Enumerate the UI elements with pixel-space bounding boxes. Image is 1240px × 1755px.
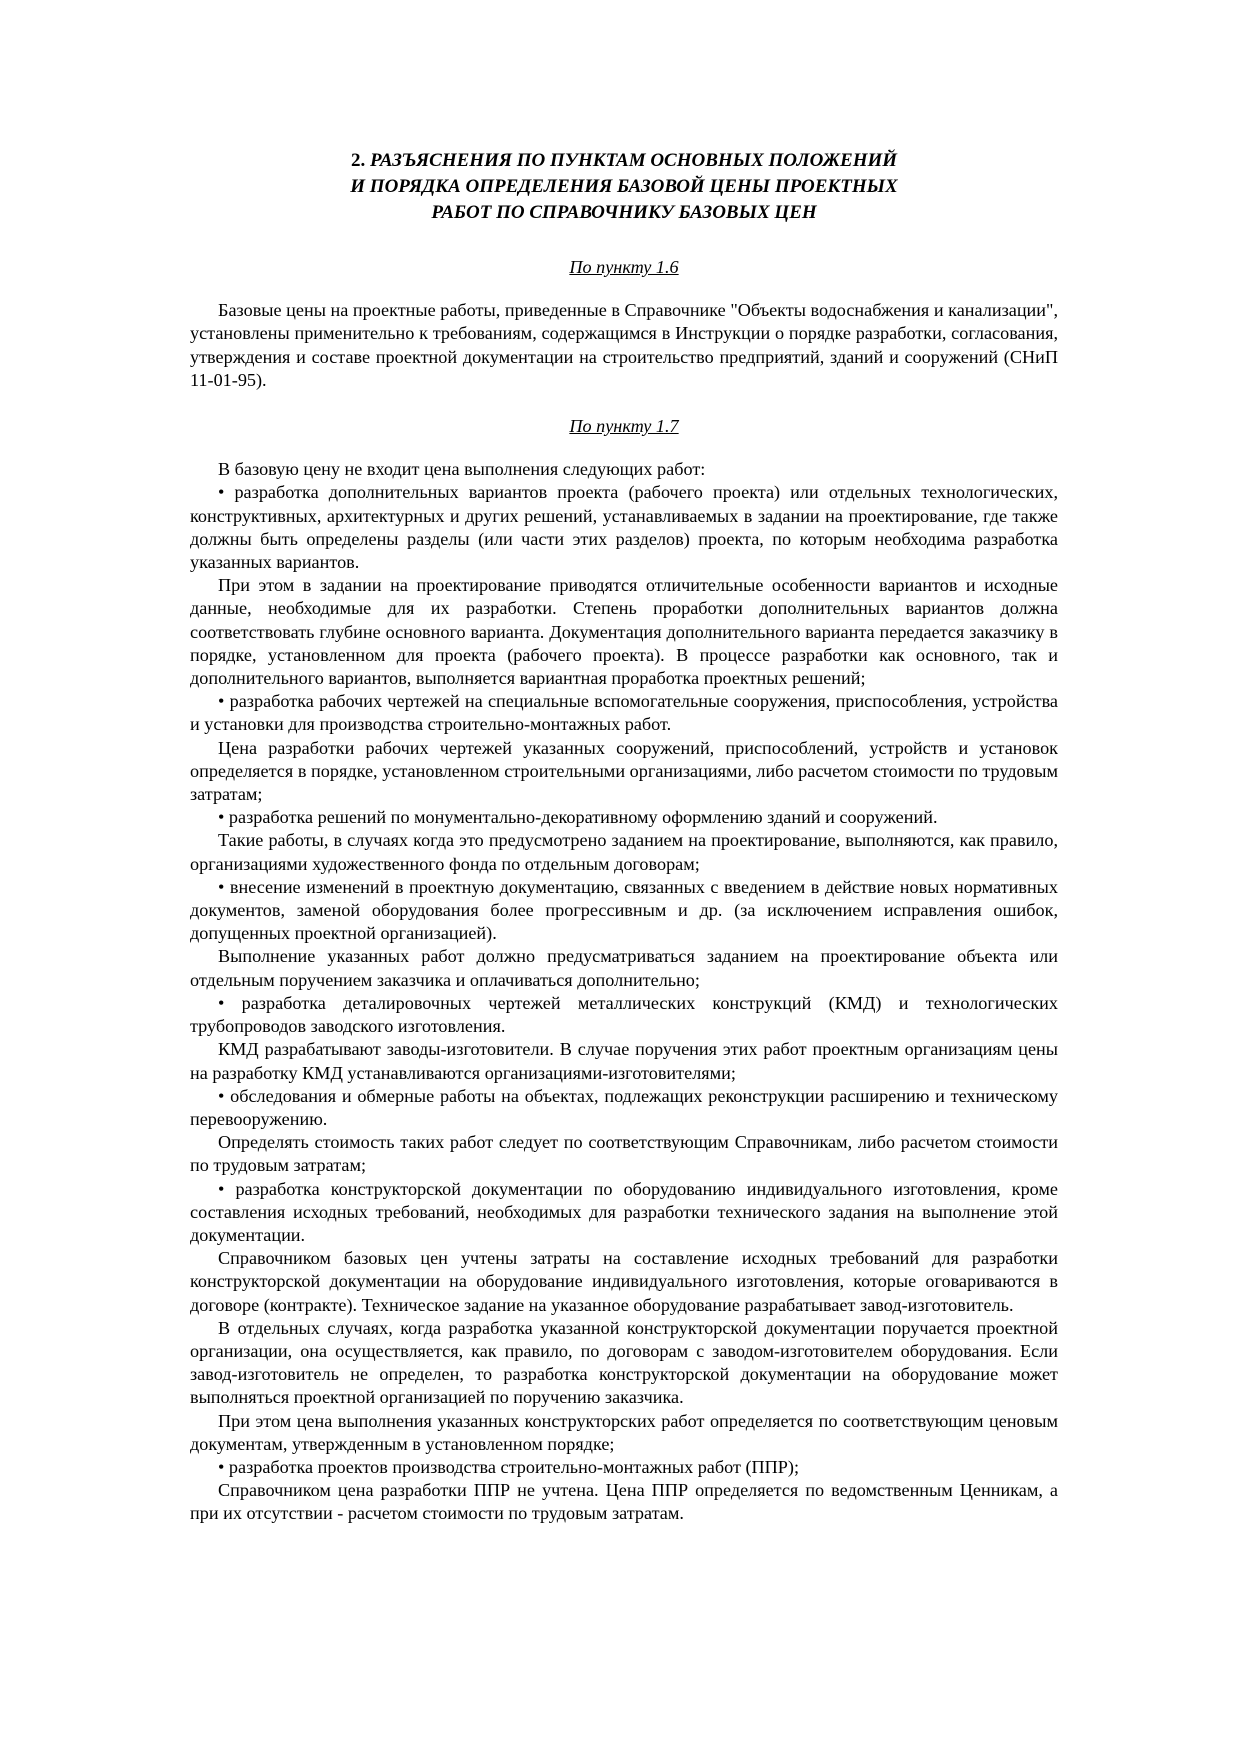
title-number: 2. [350,150,366,171]
bullet-paragraph: • разработка дополнительных вариантов проекта (рабочего проекта) или отдельных технологических, конструктивных, архитектурных и других решений, устанавливаемых в задании на проектирование, где также должны быть определены разделы (или части этих разделов) проекта, по которым необходима разработка указанных вариантов. [190,482,1058,573]
section-point-1-7 [190,415,1058,1526]
paragraph: Цена разработки рабочих чертежей указанных сооружений, приспособлений, устройств и установок определяется в порядке, установленном строительными организациями, либо расчетом стоимости по трудовым затратам; [190,737,1058,805]
section-heading: По пункту 1.7 [569,416,679,437]
paragraph: КМД разрабатывают заводы-изготовители. В случае поручения этих работ проектным организациям цены на разработку КМД устанавливаются организациями-изготовителями; [190,1039,1058,1083]
section-heading: По пункту 1.6 [569,257,679,277]
paragraph: Определять стоимость таких работ следует по соответствующим Справочникам, либо расчетом стоимости по трудовым затратам; [190,1132,1058,1176]
bullet-paragraph: • разработка деталировочных чертежей металлических конструкций (КМД) и технологических трубопроводов заводского изготовления. [190,992,1058,1037]
paragraph: В базовую цену не входит цена выполнения следующих работ: [218,459,706,480]
paragraph: Справочником цена разработки ППР не учтена. Цена ППР определяется по ведомственным Ценникам, а при их отсутствии - расчетом стоимости по трудовым затратам. [190,1480,1058,1524]
bullet-paragraph: • разработка проектов производства строительно-монтажных работ (ППР); [218,1456,800,1477]
bullet-paragraph: • разработка рабочих чертежей на специальные вспомогательные сооружения, приспособления, устройства и установки для производства строительно-монтажных работ. [190,691,1058,735]
paragraph: При этом в задании на проектирование приводятся отличительные особенности вариантов и исходные данные, необходимые для их разработки. Степень проработки дополнительных вариантов должна соответствовать глубине основного варианта. Документация дополнительного варианта передается заказчику в порядке, установленном для проекта (рабочего проекта). В процессе разработки как основного, так и дополнительного вариантов, выполняется вариантная проработка проектных решений; [190,575,1058,689]
bullet-paragraph: • обследования и обмерные работы на объектах, подлежащих реконструкции расширению и техническому перевооружению. [190,1085,1058,1129]
paragraph: Такие работы, в случаях когда это предусмотрено заданием на проектирование, выполняются, как правило, организациями художественного фонда по отдельным договорам; [190,830,1058,874]
title-line-2: И ПОРЯДКА ОПРЕДЕЛЕНИЯ БАЗОВОЙ ЦЕНЫ ПРОЕКТНЫХ [350,176,898,197]
paragraph: При этом цена выполнения указанных конструкторских работ определяется по соответствующим ценовым документам, утвержденным в установленном порядке; [190,1410,1058,1454]
paragraph: В отдельных случаях, когда разработка указанной конструкторской документации поручается проектной организации, она осуществляется, как правило, по договорам с заводом-изготовителем оборудования. Если завод-изготовитель не определен, то разработка конструкторской документации на оборудование может выполняться проектной организацией по поручению заказчика. [190,1317,1058,1408]
document-title [190,148,1058,226]
paragraph: Справочником базовых цен учтены затраты на составление исходных требований для разработки конструкторской документации на оборудование индивидуального изготовления, которые оговариваются в договоре (контракте). Техническое задание на указанное оборудование разрабатывает завод-изготовитель. [190,1248,1058,1315]
section-point-1-6 [190,256,1058,392]
paragraph: Базовые цены на проектные работы, приведенные в Справочнике "Объекты водоснабжения и канализации", установлены применительно к требованиям, содержащимся в Инструкции о порядке разработки, согласования, утверждения и составе проектной документации на строительство предприятий, зданий и сооружений (СНиП 11-01-95). [190,300,1058,390]
title-line-3: РАБОТ ПО СПРАВОЧНИКУ БАЗОВЫХ ЦЕН [431,202,817,223]
title-line-1: РАЗЪЯСНЕНИЯ ПО ПУНКТАМ ОСНОВНЫХ ПОЛОЖЕНИЙ [369,150,898,171]
bullet-paragraph: • разработка решений по монументально-декоративному оформлению зданий и сооружений. [218,807,938,828]
bullet-paragraph: • разработка конструкторской документации по оборудованию индивидуального изготовления, кроме составления исходных требований, необходимых для разработки технического задания на выполнение этой документации. [190,1178,1058,1245]
document-body [190,148,1058,1549]
bullet-paragraph: • внесение изменений в проектную документацию, связанных с введением в действие новых нормативных документов, заменой оборудования более прогрессивным и др. (за исключением исправления ошибок, допущенных проектной организацией). [190,876,1058,944]
paragraph: Выполнение указанных работ должно предусматриваться заданием на проектирование объекта или отдельным поручением заказчика и оплачиваться дополнительно; [190,946,1058,990]
